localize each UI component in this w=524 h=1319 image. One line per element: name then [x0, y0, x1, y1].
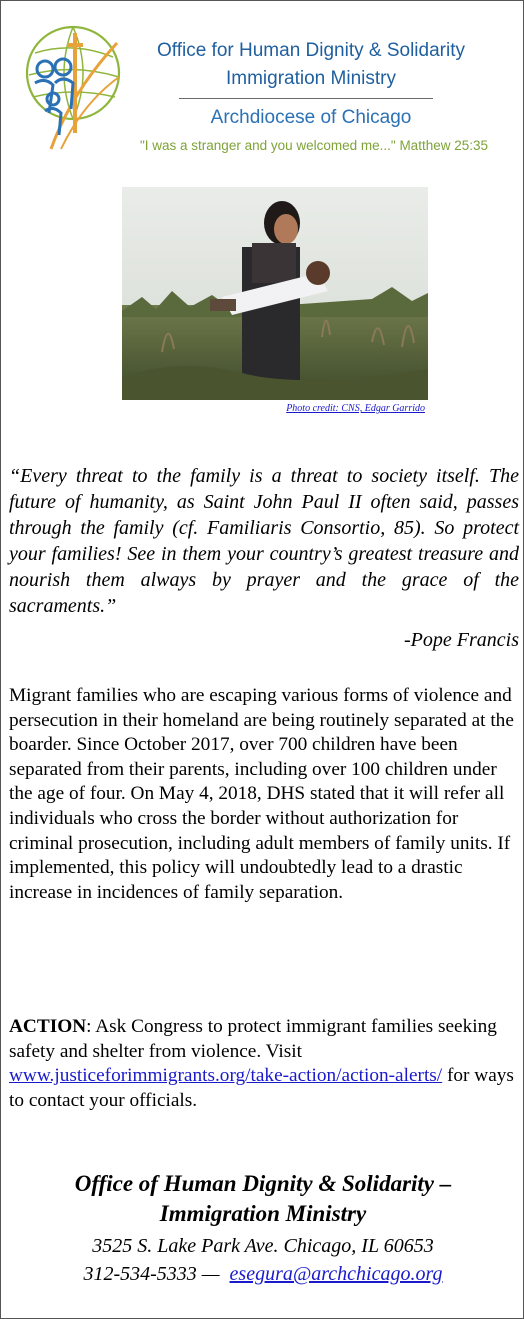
mother-child-photo	[122, 187, 428, 400]
title-divider	[179, 98, 433, 99]
action-label: ACTION	[9, 1016, 87, 1037]
footer-phone: 312-534-5333 —	[83, 1263, 220, 1285]
footer-title-line2: Immigration Ministry	[159, 1201, 367, 1226]
org-title-line1: Office for Human Dignity & Solidarity	[157, 40, 465, 61]
footer-org-title	[11, 1169, 515, 1229]
org-title	[111, 37, 511, 93]
quote-author: -Pope Francis	[404, 629, 519, 651]
body-paragraph: Migrant families who are escaping various forms of violence and persecution in their homeland are being routinely separated at the boarder. Since October 2017, over 700 children have been separated from their parents, including over 100 children under the age of four. On May 4, 2018, DHS stated that it will refer all individuals who cross the border without authorization for criminal prosecution, including adult members of family units. If implemented, this policy will undoubtedly lead to a drastic increase in incidences of family separation.	[9, 685, 514, 903]
footer-email-link[interactable]: esegura@archchicago.org	[229, 1263, 443, 1285]
pope-quote: “Every threat to the family is a threat to society itself. The future of humanity, as Saint John Paul II often said, passes through the family (cf. Familiaris Consortio, 85). So protect your families! See in them your country’s greatest treasure and nourish them always by prayer and the grace of the sacraments.”	[9, 465, 519, 617]
archdiocese-name: Archdiocese of Chicago	[210, 107, 412, 128]
action-text-after: for ways to contact your officials.	[9, 1065, 514, 1111]
org-title-line2: Immigration Ministry	[226, 68, 396, 89]
ministry-logo-icon	[21, 23, 121, 151]
footer-contact	[11, 1263, 515, 1286]
action-paragraph	[9, 1015, 517, 1113]
action-text-before: : Ask Congress to protect immigrant families seeking safety and shelter from violence. Visit	[9, 1016, 497, 1062]
photo-credit-link[interactable]: Photo credit: CNS, Edgar Garrido	[286, 403, 425, 414]
footer-title-line1: Office of Human Dignity & Solidarity –	[74, 1171, 452, 1196]
action-alerts-link[interactable]: www.justiceforimmigrants.org/take-action/action-alerts/	[9, 1065, 443, 1087]
footer-address: 3525 S. Lake Park Ave. Chicago, IL 60653	[92, 1235, 434, 1257]
scripture-verse: "I was a stranger and you welcomed me..." Matthew 25:35	[139, 138, 488, 153]
